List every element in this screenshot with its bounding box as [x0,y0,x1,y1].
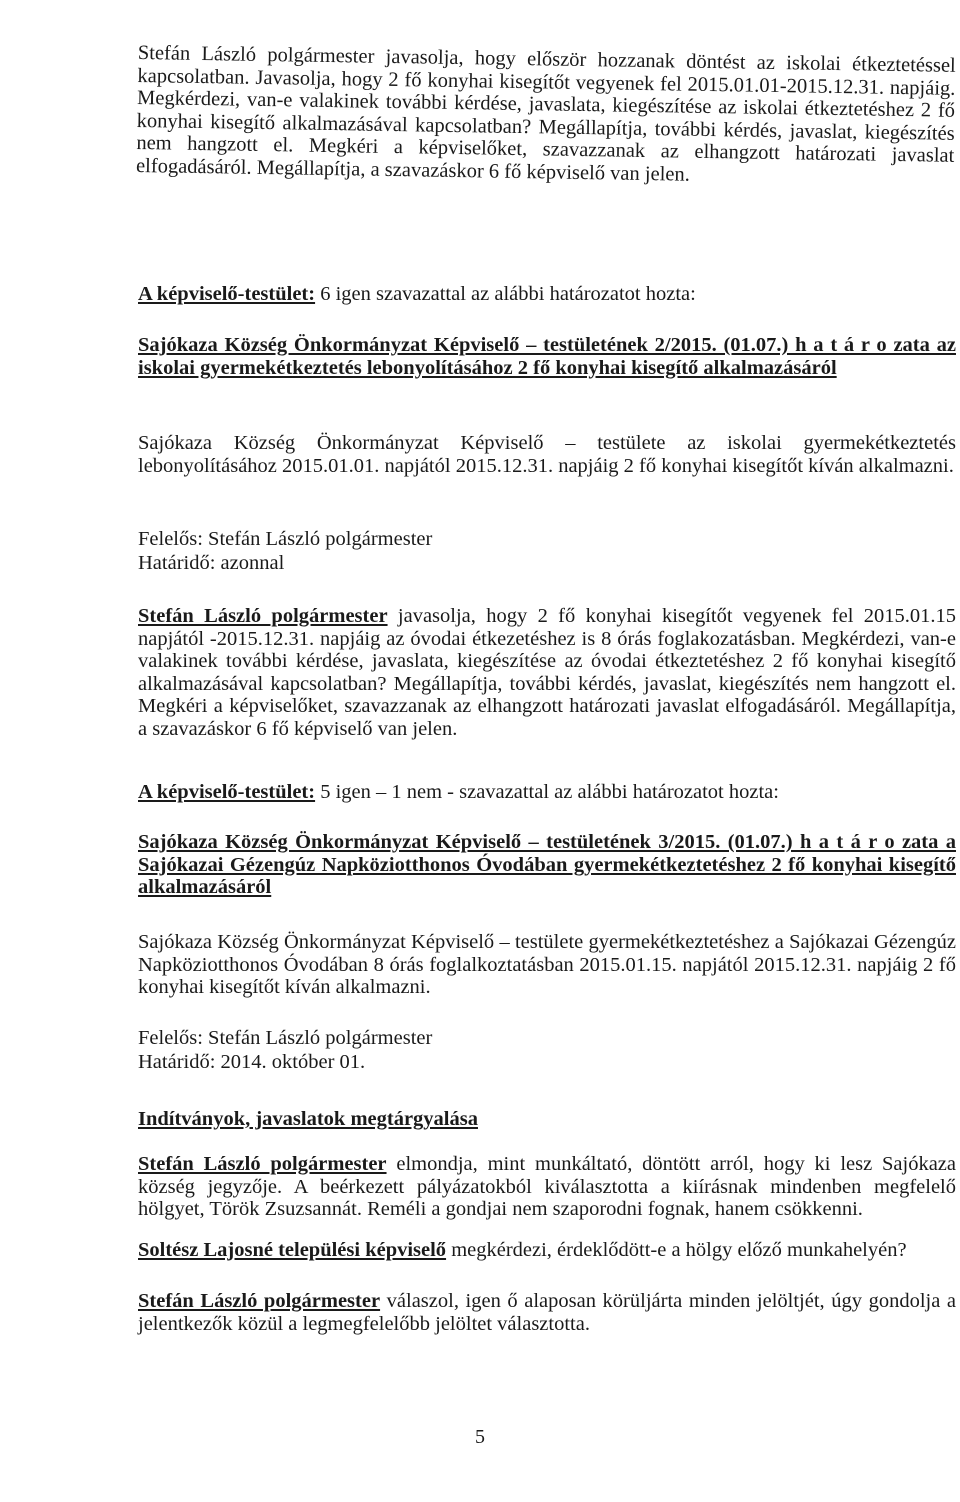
resolution-1-deadline: Határidő: azonnal [138,551,285,574]
vote-2-text: 5 igen – 1 nem - szavazattal az alábbi határozatot hozta: [315,781,779,803]
resolution-1-title: Sajókaza Község Önkormányzat Képviselő – testületének 2/2015. (01.07.) h a t á r o zata az iskolai gyermekétkeztetés lebonyolításához 2 fő konyhai kisegítő alkalmazásáról [138,334,956,379]
vote-2-label: A képviselő-testület: [138,781,316,803]
paragraph-2-block [138,605,956,740]
paragraph-2 [138,605,956,740]
paragraph-3-text: elmondja, mint munkáltató, döntött arról, hogy ki lesz Sajókaza község jegyzője. A beérkezett pályázatokból kiválasztotta a kiírásnak mindenben megfelelő hölgyet, Török Zsuzsannát. Reméli a gondjai nem szaporodni fognak, hanem csökkenni. [138,1153,957,1220]
resolution-2-block [138,831,956,899]
resolution-1-responsible: Felelős: Stefán László polgármester [138,528,433,550]
resolution-2-responsible: Felelős: Stefán László polgármester [138,1027,433,1049]
paragraph-3-speaker: Stefán László polgármester [138,1153,387,1175]
paragraph-3-block [138,1153,956,1221]
paragraph-2-text: javasolja, hogy 2 fő konyhai kisegítőt vegyenek fel 2015.01.15 napjától -2015.12.31. napjáig az óvodai étkezetéshez is 8 órás foglakozatásban. Megkérdezi, van-e valakinek további kérdése, javaslata, kiegészítése az óvodai étkeztetéshez 2 fő konyhai kisegítő alkalmazásával kapcsolatban? Megállapítja, további kérdés, javaslat, kiegészítés nem hangzott el. Megkéri a képviselőket, szavazzanak az elhangzott határozati javaslat elfogadásáról. Megállapítja, a szavazáskor 6 fő képviselő van jelen. [138,605,957,740]
paragraph-4-text: megkérdezi, érdeklődött-e a hölgy előző munkahelyén? [446,1239,907,1261]
resolution-2-body-block [138,931,956,999]
paragraph-4 [138,1239,956,1262]
vote-2-block [138,781,956,804]
section-heading-block [138,1108,956,1131]
page-number: 5 [475,1426,485,1448]
resolution-2-meta [138,1027,956,1074]
opening-paragraph-block [136,42,956,190]
vote-2-line [138,781,956,804]
resolution-1-body-block [138,432,956,477]
vote-1-line [138,283,956,306]
paragraph-4-speaker: Soltész Lajosné települési képviselő [138,1239,447,1261]
paragraph-3 [138,1153,956,1221]
resolution-1-meta [138,528,956,575]
paragraph-5-block [138,1290,956,1335]
vote-1-text: 6 igen szavazattal az alábbi határozatot hozta: [315,283,696,305]
resolution-1-body: Sajókaza Község Önkormányzat Képviselő – testülete az iskolai gyermekétkeztetés lebonyolításához 2015.01.01. napjától 2015.12.31. napjáig 2 fő konyhai kisegítőt kíván alkalmazni. [138,432,956,477]
resolution-2-body: Sajókaza Község Önkormányzat Képviselő – testülete gyermekétkeztetéshez a Sajókazai Gézengúz Napköziotthonos Óvodában 8 órás foglalkoztatásban 2015.01.15. napjától 2015.12.31. napjáig 2 fő konyhai kisegítőt kíván alkalmazni. [138,931,956,998]
paragraph-5-text: válaszol, igen ő alaposan körüljárta minden jelöltjét, úgy gondolja a jelentkezők közül a legmegfelelőbb jelöltet választotta. [138,1290,957,1335]
paragraph-5-speaker: Stefán László polgármester [138,1290,381,1312]
resolution-2-deadline: Határidő: 2014. október 01. [138,1050,366,1073]
opening-paragraph: Stefán László polgármester javasolja, hogy először hozzanak döntést az iskolai étkeztetéssel kapcsolatban. Javasolja, hogy 2 fő konyhai kisegítőt vegyenek fel 2015.01.01-2015.12.31. napjáig. Megkérdezi, van-e valakinek további kérdése, javaslata, kiegészítése az iskolai étkeztetéshez 2 fő konyhai kisegítő alkalmazásával kapcsolatban? Megállapítja, további kérdés, javaslat, kiegészítés nem hangzott el. Megkéri a képviselőket, szavazzanak az elhangzott határozati javaslat elfogadásáról. Megállapítja, a szavazáskor 6 fő képviselő van jelen. [135,42,956,186]
vote-1-block [138,283,956,306]
vote-1-label: A képviselő-testület: [138,283,316,305]
paragraph-2-speaker: Stefán László polgármester [138,605,388,627]
resolution-1-block [138,334,956,379]
resolution-2-title: Sajókaza Község Önkormányzat Képviselő – testületének 3/2015. (01.07.) h a t á r o zata a Sajókazai Gézengúz Napköziotthonos Óvodában gyermekétkeztetéshez 2 fő konyhai kisegítő alkalmazásáról [138,831,956,898]
paragraph-5 [138,1290,956,1335]
paragraph-4-block [138,1239,956,1262]
section-heading: Indítványok, javaslatok megtárgyalása [138,1108,478,1130]
